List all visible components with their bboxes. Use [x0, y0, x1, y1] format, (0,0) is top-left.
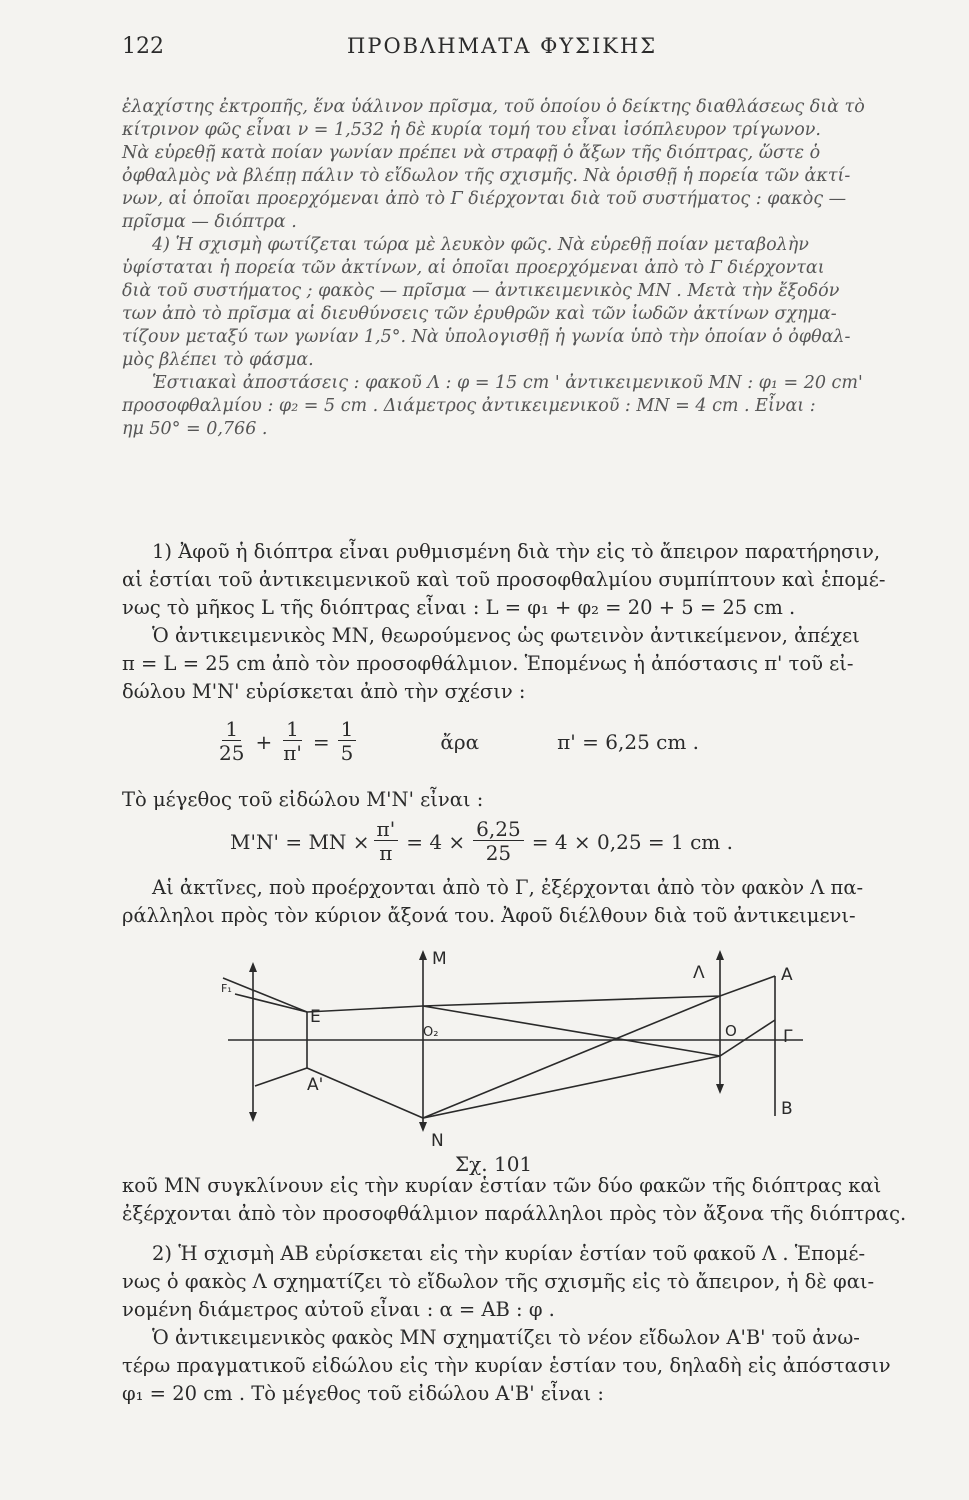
figure-101 [195, 938, 815, 1150]
text-line: νομένη διάμετρος αὐτοῦ εἶναι : α = ΑΒ : φ . [122, 1298, 555, 1321]
label-lambda: Λ [693, 963, 705, 983]
text-line: νως τὸ μῆκος L τῆς διόπτρας εἶναι : L = φ₁ + φ₂ = 20 + 5 = 25 cm . [122, 596, 796, 619]
text-line: πρῖσμα — διόπτρα . [122, 212, 297, 232]
arrow-up-icon [249, 962, 257, 972]
arrow-up-icon [716, 950, 724, 960]
ray-lower [255, 1020, 775, 1118]
text-line: ράλληλοι πρὸς τὸν κύριον ἄξονά του. Ἀφοῦ διέλθουν διὰ τοῦ ἀντικειμενι- [122, 904, 856, 927]
size-line [122, 786, 912, 814]
plus-sign: + [255, 729, 273, 754]
text-line: κίτρινον φῶς εἶναι ν = 1,532 ἡ δὲ κυρία τομή του εἶναι ἰσόπλευρον τρίγωνον. [122, 120, 821, 140]
equation-2 [122, 818, 912, 878]
label-n: N [431, 1131, 444, 1150]
label-a-prime: A' [307, 1075, 324, 1095]
arrow-up-icon [419, 950, 427, 960]
equation-result: π' = 6,25 cm . [557, 729, 700, 754]
text-line: ὀφθαλμὸς νὰ βλέπῃ πάλιν τὸ εἴδωλον τῆς σχισμῆς. Νὰ ὁρισθῇ ἡ πορεία τῶν ἀκτί- [122, 166, 851, 186]
equation-rhs: = 4 × 0,25 = 1 cm . [531, 829, 733, 854]
text-line: αἱ ἑστίαι τοῦ ἀντικειμενικοῦ καὶ τοῦ προσοφθαλμίου συμπίπτουν καὶ ἑπομέ- [122, 568, 886, 591]
label-a: A [781, 965, 793, 985]
arrow-down-icon [249, 1112, 257, 1122]
text-line: Τὸ μέγεθος τοῦ εἰδώλου Μ'Ν' εἶναι : [122, 788, 484, 811]
page-number: 122 [122, 34, 164, 59]
label-o2: O₂ [423, 1025, 439, 1040]
text-line: 4) Ἡ σχισμὴ φωτίζεται τώρα μὲ λευκὸν φῶς. Νὰ εὑρεθῇ ποίαν μεταβολὴν [152, 235, 809, 255]
fraction: $\frac{\pi'}{\pi}$ [374, 818, 399, 865]
text-line: φ₁ = 20 cm . Τὸ μέγεθος τοῦ εἰδώλου Α'Β' εἶναι : [122, 1382, 604, 1405]
label-f1: F₁ [221, 982, 232, 995]
label-b: B [781, 1099, 793, 1119]
equation-middle: = 4 × [406, 829, 466, 854]
figure-caption: Σχ. 101 [455, 1152, 533, 1176]
text-line: π = L = 25 cm ἀπὸ τὸν προσοφθάλμιον. Ἑπομένως ἡ ἀπόστασις π' τοῦ εἰ- [122, 652, 854, 675]
fraction: $\frac{1}{\pi'}$ [283, 717, 302, 765]
text-line: ἐξέρχονται ἀπὸ τὸν προσοφθάλμιον παράλληλοι πρὸς τὸν ἄξονα τῆς διόπτρας. [122, 1202, 907, 1225]
text-line: προσοφθαλμίου : φ₂ = 5 cm . Διάμετρος ἀντικειμενικοῦ : ΜΝ = 4 cm . Εἶναι : [122, 396, 816, 416]
equation-1 [122, 718, 912, 778]
fraction: $\frac{1}{5}$ [338, 718, 357, 765]
text-line: κοῦ ΜΝ συγκλίνουν εἰς τὴν κυρίαν ἑστίαν τῶν δύο φακῶν τῆς διόπτρας καὶ [122, 1174, 882, 1197]
text-line: μὸς βλέπει τὸ φάσμα. [122, 350, 314, 370]
text-line: τίζουν μεταξύ των γωνίαν 1,5°. Νὰ ὑπολογισθῇ ἡ γωνία ὑπὸ τὴν ὁποίαν ὁ ὀφθαλ- [122, 327, 851, 347]
page-header [122, 34, 914, 64]
text-line: Ἑστιακαὶ ἀποστάσεις : φακοῦ Λ : φ = 15 cm ' ἀντικειμενικοῦ ΜΝ : φ₁ = 20 cm' [152, 373, 863, 393]
text-line: νως ὁ φακὸς Λ σχηματίζει τὸ εἴδωλον τῆς σχισμῆς εἰς τὸ ἄπειρον, ἡ δὲ φαι- [122, 1270, 875, 1293]
arrow-down-icon [419, 1122, 427, 1132]
text-line: 2) Ἡ σχισμὴ ΑΒ εὑρίσκεται εἰς τὴν κυρίαν ἑστίαν τοῦ φακοῦ Λ . Ἑπομέ- [152, 1242, 866, 1265]
label-e: E [310, 1007, 321, 1027]
text-line: ὑφίσταται ἡ πορεία τῶν ἀκτίνων, αἱ ὁποῖαι προερχόμεναι ἀπὸ τὸ Γ διέρχονται [122, 258, 825, 278]
after-figure-paragraph [122, 1172, 912, 1228]
text-line: των ἀπὸ τὸ πρῖσμα αἱ διευθύνσεις τῶν ἐρυθρῶν καὶ τῶν ἰωδῶν ἀκτίνων σχημα- [122, 304, 837, 324]
text-line: τέρω πραγματικοῦ εἰδώλου εἰς τὴν κυρίαν ἑστίαν του, δηλαδὴ εἰς ἀπόστασιν [122, 1354, 891, 1377]
equation-lhs: Μ'Ν' = ΜΝ × [230, 829, 370, 854]
arrow-down-icon [716, 1084, 724, 1094]
equals-sign: = [312, 729, 330, 754]
text-line: 1) Ἀφοῦ ἡ διόπτρα εἶναι ρυθμισμένη διὰ τὴν εἰς τὸ ἄπειρον παρατήρησιν, [152, 540, 881, 563]
text-line: διὰ τοῦ συστήματος ; φακὸς — πρῖσμα — ἀντικειμενικὸς ΜΝ . Μετὰ τὴν ἔξοδόν [122, 281, 840, 301]
text-line: ἐλαχίστης ἐκτροπῆς, ἕνα ὑάλινον πρῖσμα, τοῦ ὁποίου ὁ δείκτης διαθλάσεως διὰ τὸ [122, 97, 865, 117]
label-m: M [432, 949, 447, 969]
text-line: Αἱ ἀκτῖνες, ποὺ προέρχονται ἀπὸ τὸ Γ, ἐξέρχονται ἀπὸ τὸν φακὸν Λ πα- [152, 876, 864, 899]
text-line: νων, αἱ ὁποῖαι προερχόμεναι ἀπὸ τὸ Γ διέρχονται διὰ τοῦ συστήματος : φακὸς — [122, 189, 847, 209]
label-o: O [725, 1022, 737, 1040]
text-line: Νὰ εὑρεθῇ κατὰ ποίαν γωνίαν πρέπει νὰ στραφῇ ὁ ἄξων τῆς διόπτρας, ὥστε ὁ [122, 143, 821, 163]
label-gamma: Γ [783, 1027, 793, 1047]
text-line: ημ 50° = 0,766 . [122, 419, 268, 439]
text-line: δώλου Μ'Ν' εὑρίσκεται ἀπὸ τὴν σχέσιν : [122, 680, 526, 703]
text-line: Ὁ ἀντικειμενικὸς φακὸς ΜΝ σχηματίζει τὸ νέον εἴδωλον Α'Β' τοῦ ἀνω- [152, 1326, 860, 1349]
problem-statement [122, 96, 912, 441]
solution-paragraph-2 [122, 1240, 912, 1408]
fraction: $\frac{1}{25}$ [219, 717, 245, 765]
running-title: ΠΡΟΒΛΗΜΑΤΑ ΦΥΣΙΚΗΣ [347, 34, 658, 58]
text-line: Ὁ ἀντικειμενικὸς ΜΝ, θεωρούμενος ὡς φωτεινὸν ἀντικείμενον, ἀπέχει [152, 624, 860, 647]
fraction: $\frac{6,25}{25}$ [473, 818, 524, 865]
solution-paragraph-1 [122, 538, 912, 706]
rays-paragraph [122, 874, 912, 930]
therefore-word: ἄρα [440, 729, 480, 754]
